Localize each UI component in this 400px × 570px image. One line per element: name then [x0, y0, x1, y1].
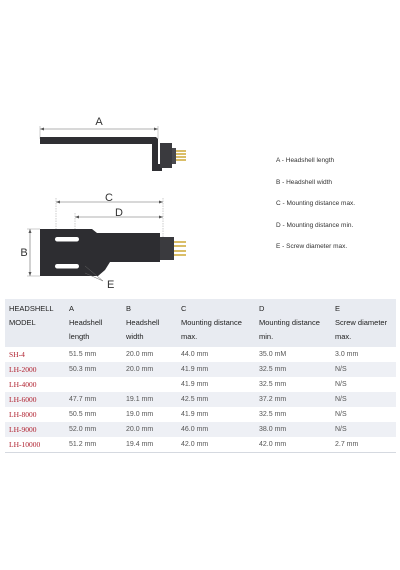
- screw-cell: N/S: [335, 396, 347, 403]
- model-cell: LH-2000: [9, 365, 37, 374]
- dim-a-arrow-left: [40, 128, 44, 131]
- mounting-slot-lower: [55, 264, 79, 269]
- width-cell: 20.0 mm: [126, 366, 154, 373]
- mount-max-cell: 46.0 mm: [181, 426, 209, 433]
- mount-max-cell: 41.9 mm: [181, 381, 209, 388]
- header-b: B Headshell width: [126, 304, 160, 341]
- legend-e: E - Screw diameter max.: [276, 243, 348, 250]
- mount-min-cell: 38.0 mm: [259, 426, 287, 433]
- screw-cell: N/S: [335, 411, 347, 418]
- legend-c: C - Mounting distance max.: [276, 200, 356, 207]
- mount-min-cell: 32.5 mm: [259, 411, 287, 418]
- table-row: [5, 362, 396, 377]
- table-row: [5, 377, 396, 392]
- side-finger-lift-block: [160, 143, 172, 168]
- width-cell: 19.0 mm: [126, 411, 154, 418]
- length-cell: 47.7 mm: [69, 396, 97, 403]
- top-connector-block: [160, 237, 174, 260]
- side-view: [40, 116, 186, 171]
- mount-min-cell: 32.5 mm: [259, 366, 287, 373]
- length-cell: 50.5 mm: [69, 411, 97, 418]
- length-cell: 52.0 mm: [69, 426, 97, 433]
- model-cell: LH-4000: [9, 380, 37, 389]
- width-cell: [122, 377, 177, 392]
- mount-min-cell: 42.0 mm: [255, 437, 331, 453]
- table-row: [5, 437, 396, 453]
- legend-d: D - Mounting distance min.: [276, 222, 354, 229]
- dim-c-label: C: [105, 192, 113, 204]
- screw-cell: N/S: [335, 381, 347, 388]
- model-cell: LH-8000: [9, 410, 37, 419]
- mount-max-cell: 42.5 mm: [181, 396, 209, 403]
- header-c: C Mounting distance max.: [181, 304, 242, 341]
- table-row: [5, 392, 396, 407]
- header-model: HEADSHELL MODEL: [9, 304, 54, 327]
- mount-min-cell: 37.2 mm: [259, 396, 287, 403]
- model-cell: LH-9000: [9, 425, 37, 434]
- screw-cell: 3.0 mm: [335, 351, 359, 358]
- dim-e-label: E: [107, 279, 115, 291]
- mount-max-cell: 41.9 mm: [181, 411, 209, 418]
- width-cell: 20.0 mm: [126, 426, 154, 433]
- header-e: E Screw diameter max.: [335, 304, 388, 341]
- legend-a: A - Headshell length: [276, 157, 335, 164]
- length-cell: [65, 377, 122, 392]
- dim-a-arrow-right: [154, 128, 158, 131]
- width-cell: 19.1 mm: [126, 396, 154, 403]
- model-cell: LH-6000: [9, 395, 37, 404]
- length-cell: 51.5 mm: [69, 351, 97, 358]
- legend-b: B - Headshell width: [276, 179, 332, 186]
- width-cell: 20.0 mm: [126, 351, 154, 358]
- top-headshell-body: [40, 229, 160, 276]
- header-a: A Headshell length: [69, 304, 103, 341]
- screw-cell: 2.7 mm: [331, 437, 396, 453]
- spec-table: [5, 299, 396, 453]
- width-cell: 19.4 mm: [122, 437, 177, 453]
- mount-min-cell: 32.5 mm: [259, 381, 287, 388]
- screw-cell: N/S: [335, 426, 347, 433]
- length-cell: 51.2 mm: [65, 437, 122, 453]
- mount-max-cell: 44.0 mm: [181, 351, 209, 358]
- header-d: D Mounting distance min.: [259, 304, 320, 341]
- mounting-slot-upper: [55, 237, 79, 242]
- mount-max-cell: 42.0 mm: [177, 437, 255, 453]
- screw-cell: N/S: [335, 366, 347, 373]
- table-row: [5, 422, 396, 437]
- dim-d-label: D: [115, 207, 123, 219]
- model-cell: SH-4: [9, 350, 25, 359]
- top-view: [20, 192, 186, 291]
- length-cell: 50.3 mm: [69, 366, 97, 373]
- table-row: [5, 347, 396, 362]
- model-cell: LH-10000: [5, 437, 65, 453]
- mount-max-cell: 41.9 mm: [181, 366, 209, 373]
- table-header-row: [5, 299, 396, 347]
- dim-b-label: B: [20, 247, 28, 259]
- table-row: [5, 407, 396, 422]
- mount-min-cell: 35.0 mM: [259, 351, 287, 358]
- dim-a-label: A: [95, 116, 103, 128]
